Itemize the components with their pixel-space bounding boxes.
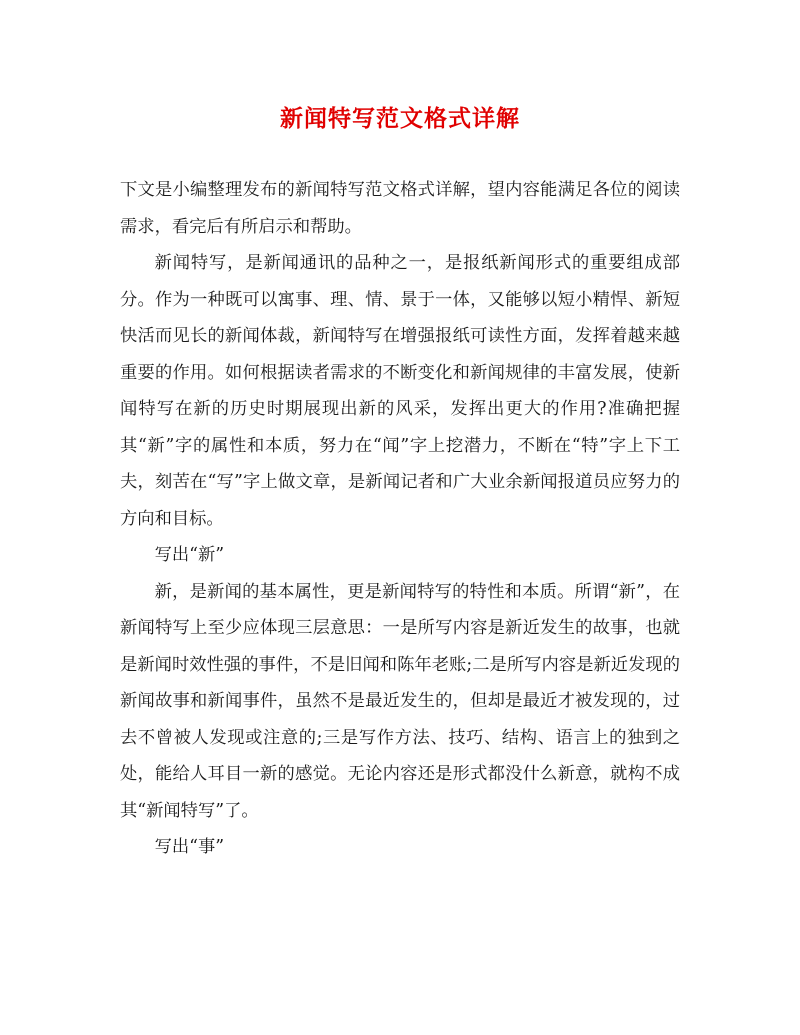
body-paragraph: 新闻特写，是新闻通讯的品种之一，是报纸新闻形式的重要组成部分。作为一种既可以寓事、理、情、景于一体，又能够以短小精悍、新短快活而见长的新闻体裁，新闻特写在增强报纸可读性方面，发挥着越来越重要的作用。如何根据读者需求的不断变化和新闻规律的丰富发展，使新闻特写在新的历史时期展现出新的风采，发挥出更大的作用?准确把握其“新”字的属性和本质，努力在“闻”字上挖潜力，不断在“特”字上下工夫，刻苦在“写”字上做文章，是新闻记者和广大业余新闻报道员应努力的方向和目标。: [120, 253, 680, 529]
document-title: 新闻特写范文格式详解: [280, 105, 520, 132]
document-body: [120, 172, 680, 866]
intro-paragraph: 下文是小编整理发布的新闻特写范文格式详解，望内容能满足各位的阅读需求，看完后有所启示和帮助。: [120, 180, 680, 237]
section-heading: 写出“事”: [154, 837, 225, 857]
body-paragraph: 新，是新闻的基本属性，更是新闻特写的特性和本质。所谓“新”，在新闻特写上至少应体现三层意思：一是所写内容是新近发生的故事，也就是新闻时效性强的事件，不是旧闻和陈年老账;二是所写内容是新近发现的新闻故事和新闻事件，虽然不是最近发生的，但却是最近才被发现的，过去不曾被人发现或注意的;三是写作方法、技巧、结构、语言上的独到之处，能给人耳目一新的感觉。无论内容还是形式都没什么新意，就构不成其“新闻特写”了。: [120, 581, 680, 821]
section-heading: 写出“新”: [154, 545, 225, 565]
